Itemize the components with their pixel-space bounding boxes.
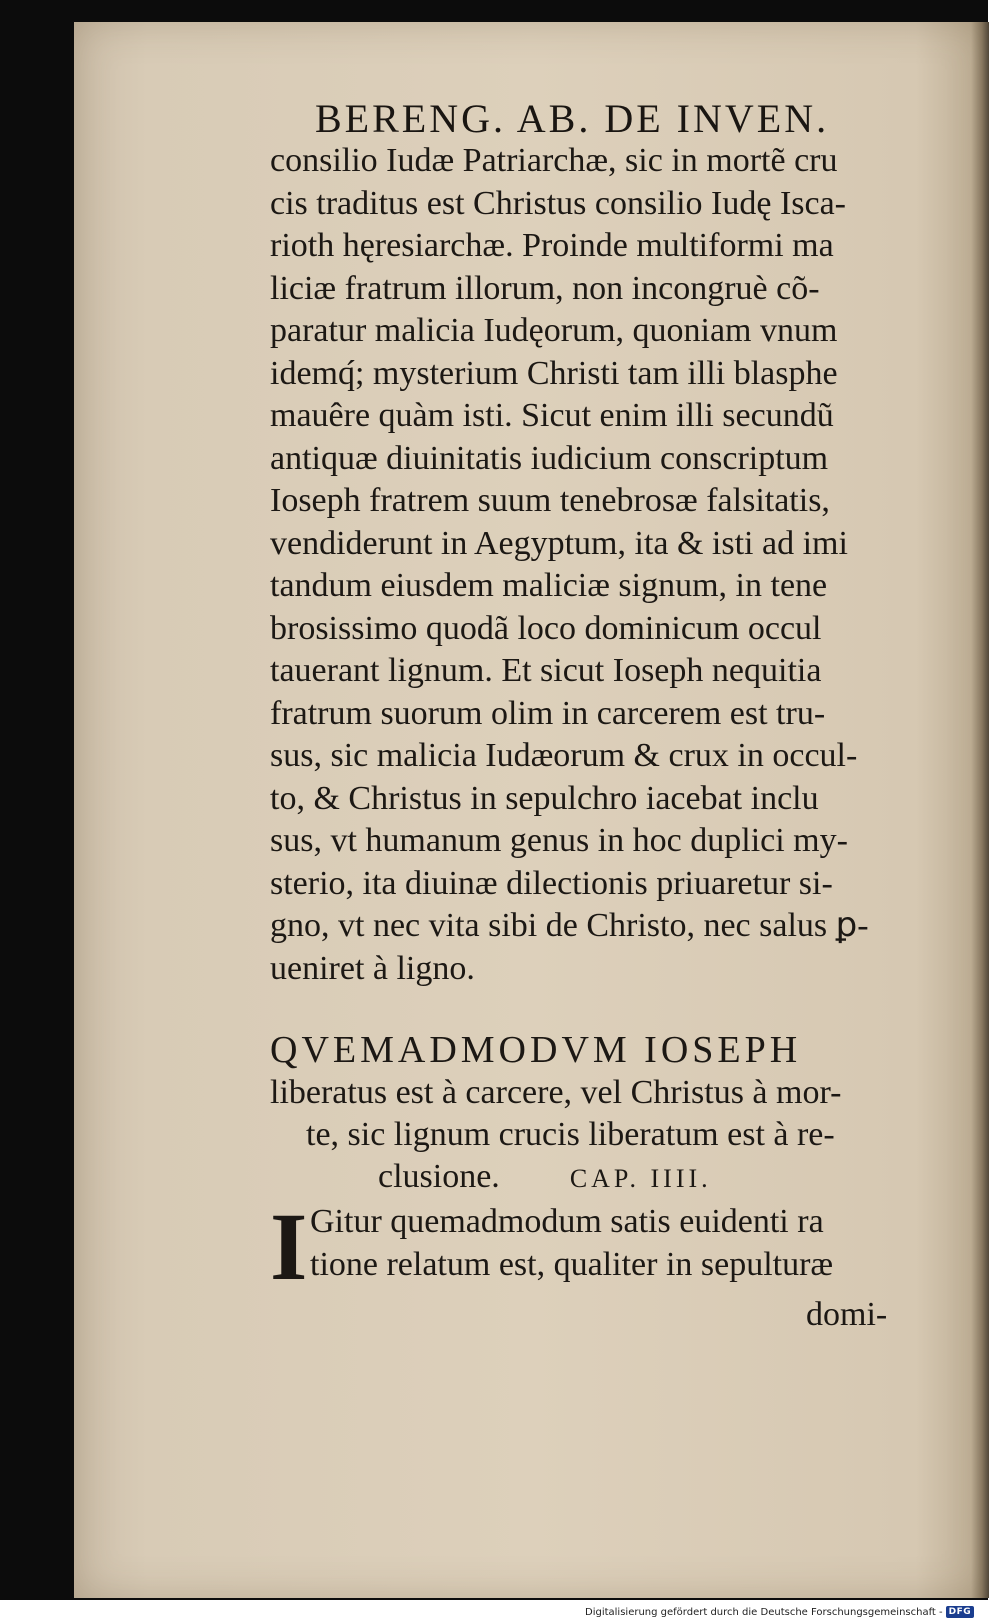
text-line: cis traditus est Christus consilio Iudę Isca- [270, 184, 847, 222]
digitization-footer [585, 1604, 995, 1620]
footer-credit-text: Digitalisierung gefördert durch die Deutsche Forschungsgemeinschaft - [585, 1606, 943, 1618]
text-line: consilio Iudæ Patriarchæ, sic in mortẽ cru [270, 142, 838, 179]
text-line: vendiderunt in Aegyptum, ita & isti ad imi [270, 524, 848, 562]
text-line: Gitur quemadmodum satis euidenti ra [310, 1203, 824, 1240]
text-line: rioth hęresiarchæ. Proinde multiformi ma [270, 227, 834, 264]
text-line: tione relatum est, qualiter in sepulturæ [310, 1246, 834, 1283]
text-line: tandum eiusdem maliciæ signum, in tene [270, 567, 828, 604]
text-line: idemq́; mysterium Christi tam illi blasphe [270, 354, 838, 392]
page-edge-shadow [971, 22, 989, 1598]
chapter-number: CAP. IIII. [569, 1164, 712, 1193]
chapter-heading-line: liberatus est à carcere, vel Christus à mor- [270, 1074, 842, 1111]
text-line: sus, sic malicia Iudæorum & crux in occul- [270, 737, 858, 774]
text-line: ueniret à ligno. [270, 949, 475, 987]
catchword: domi- [806, 1296, 888, 1333]
text-line: sus, vt humanum genus in hoc duplici my- [270, 822, 848, 859]
text-line: mauêre quàm isti. Sicut enim illi secundũ [270, 397, 834, 434]
text-line: paratur malicia Iudęorum, quoniam vnum [270, 312, 838, 349]
text-line: tauerant lignum. Et sicut Ioseph nequitia [270, 652, 822, 689]
text-line: antiquæ diuinitatis iudicium conscriptum [270, 439, 829, 477]
chapter-heading-line: te, sic lignum crucis liberatum est à re- [306, 1116, 835, 1153]
chapter-heading-last-word: clusione. [378, 1158, 500, 1195]
dfg-logo: DFG [946, 1606, 975, 1618]
chapter-heading [270, 1028, 915, 1200]
text-line: gno, vt nec vita sibi de Christo, nec salus ꝑ- [270, 907, 869, 944]
chapter-heading-last-line [270, 1156, 915, 1200]
running-head: BERENG. AB. DE INVEN. [315, 96, 830, 141]
text-line: to, & Christus in sepulchro iacebat inclu [270, 779, 819, 817]
text-line: Ioseph fratrem suum tenebrosæ falsitatis, [270, 482, 830, 519]
main-text-block [270, 140, 915, 990]
drop-cap-initial: I [270, 1193, 308, 1300]
text-line: fratrum suorum olim in carcerem est tru- [270, 694, 826, 732]
chapter-heading-caps: QVEMADMODVM IOSEPH [270, 1029, 802, 1071]
text-line: sterio, ita diuinæ dilectionis priuaretur si- [270, 864, 833, 902]
text-line: liciæ fratrum illorum, non incongruè cõ- [270, 269, 820, 307]
chapter-opening [270, 1193, 915, 1300]
text-line: brosissimo quodã loco dominicum occul [270, 609, 822, 647]
